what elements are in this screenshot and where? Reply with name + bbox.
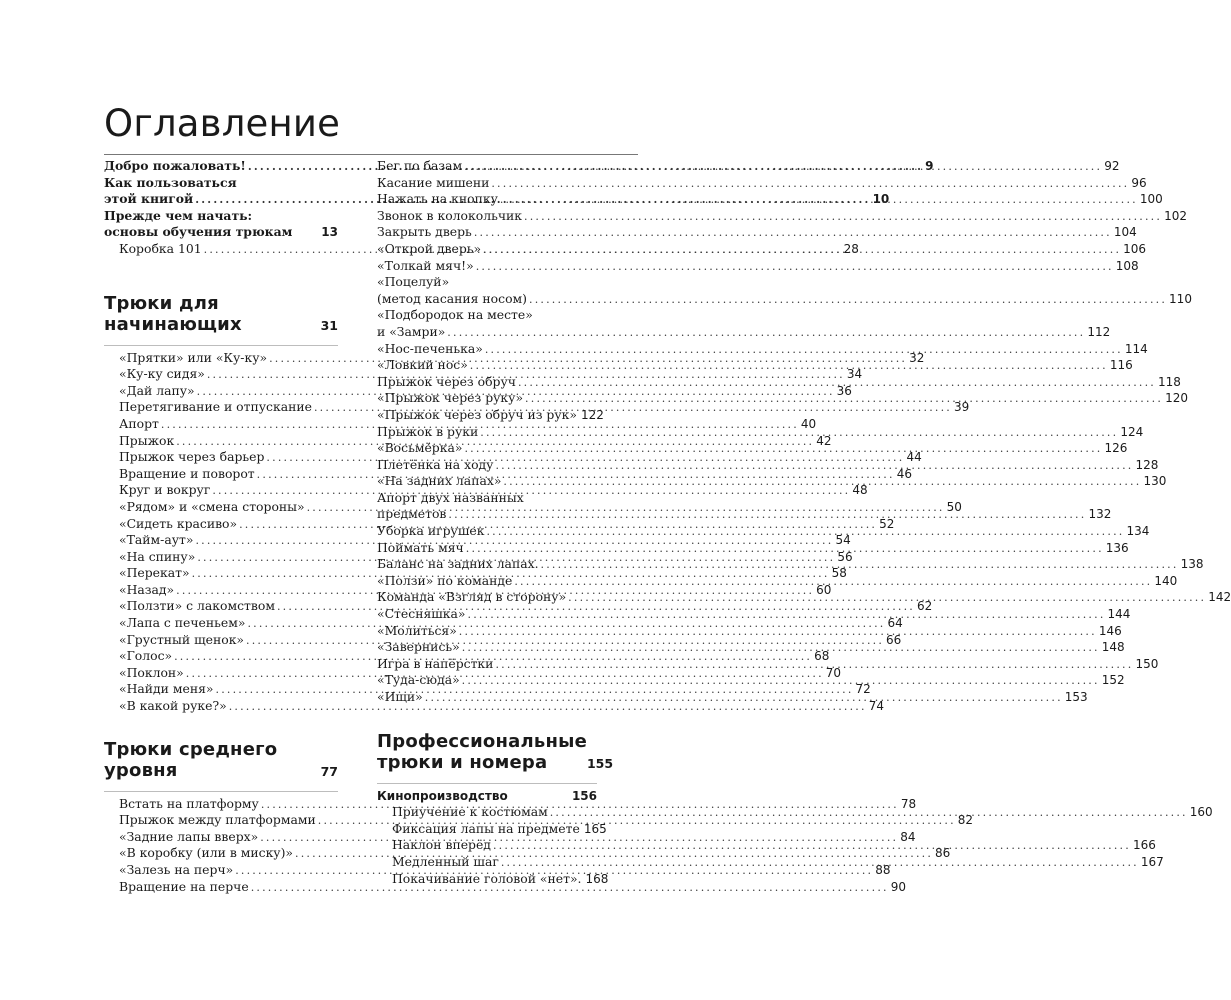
toc-entry-page: 64 [887, 616, 903, 631]
toc-entry-page: 168 [585, 871, 609, 886]
toc-entry-page: 58 [831, 566, 847, 581]
subsection-film-page: 156 [571, 788, 597, 803]
toc-entry-title: Наклон вперёд [392, 837, 491, 853]
toc-entry-title: Покачивание головой «нет». [392, 870, 582, 886]
toc-entry-title: Уборка игрушек [377, 523, 485, 539]
toc-entry-title: Прыжок в руки [377, 423, 479, 439]
toc-entry-page: 150 [1135, 656, 1159, 671]
toc-entry-title: «Ползти» с лакомством [119, 598, 275, 614]
toc-entry-page: 72 [855, 682, 871, 697]
toc-entry-title: «Перекат» [119, 565, 190, 581]
toc-dot-leader [466, 541, 1104, 558]
toc-entry-page: 138 [1180, 557, 1204, 572]
toc-entry-page: 88 [875, 863, 891, 877]
toc-dot-leader [491, 176, 1129, 193]
toc-entry-title: «Подбородок на месте» [377, 307, 533, 323]
toc-entry[interactable] [377, 323, 1111, 341]
toc-dot-leader [550, 805, 1188, 822]
toc-entry[interactable] [377, 257, 1139, 275]
toc-dot-leader [425, 690, 1063, 707]
toc-dot-leader [480, 425, 1118, 442]
toc-entry-page: 118 [1158, 374, 1181, 389]
toc-entry-title: Коробка 101 [119, 240, 202, 256]
toc-entry-page: 142 [1208, 590, 1231, 605]
section-beginner-divider [104, 345, 338, 346]
toc-entry-title: Поймать мяч [377, 539, 464, 555]
section-pro-title-line1: Профессиональные [377, 730, 587, 752]
toc-entry-page: 126 [1104, 441, 1128, 456]
toc-entry-title: «Дай лапу» [119, 382, 195, 398]
section-beginner-title-line2: начинающих [104, 313, 242, 335]
toc-entry-page: 39 [954, 400, 970, 415]
toc-entry-title: «Сидеть красиво» [119, 515, 238, 531]
toc-entry-title: «Голос» [119, 648, 173, 664]
toc-entry[interactable] [377, 174, 1147, 192]
toc-entry-title: «Ползи» по команде [377, 572, 513, 588]
toc-entry-page: 70 [825, 665, 842, 680]
toc-entry[interactable] [104, 224, 338, 241]
section-intermediate-divider [104, 791, 338, 792]
toc-dot-leader [464, 159, 1102, 176]
toc-entry-title: «Стесняшка» [377, 606, 466, 622]
toc-entry-page: 102 [1164, 208, 1187, 223]
toc-dot-leader [541, 557, 1179, 574]
toc-entry-title: Прыжок между платформами [119, 812, 316, 828]
toc-entry-page: 153 [1064, 690, 1088, 704]
toc-dot-leader [486, 524, 1124, 541]
toc-entry-title: «Поклон» [119, 664, 184, 680]
toc-entry[interactable] [377, 191, 1163, 208]
toc-dot-leader [518, 375, 1156, 392]
toc-entry-page: 40 [800, 416, 817, 431]
toc-dot-leader [468, 607, 1106, 624]
toc-entry-page: 42 [816, 433, 832, 448]
toc-dot-leader [568, 590, 1206, 607]
toc-entry-page: 96 [1131, 175, 1147, 190]
toc-entry-title: Встать на платформу [119, 795, 259, 811]
toc-entry-title: (метод касания носом) [377, 290, 528, 306]
toc-entry-title: Команда «Взгляд в сторону» [377, 589, 567, 605]
toc-entry-title: «Задние лапы вверх» [119, 828, 259, 844]
toc-entry-page: 165 [583, 821, 607, 836]
page-title: Оглавление [104, 102, 341, 145]
toc-entry[interactable] [377, 307, 597, 324]
toc-entry-title: Касание мишени [377, 174, 490, 190]
toc-entry-title: «Прыжок через обруч из рук» [377, 406, 577, 422]
toc-entry-title: Прыжок [119, 432, 175, 448]
toc-entry-page: 128 [1135, 457, 1159, 472]
toc-entry-page: 114 [1124, 341, 1148, 356]
toc-entry-page: 167 [1140, 854, 1164, 869]
toc-entry-title: «Найди меня» [119, 681, 214, 697]
toc-entry[interactable] [377, 490, 597, 507]
toc-entry-page: 90 [890, 879, 907, 894]
toc-dot-leader [485, 342, 1123, 359]
toc-entry-title: «В какой руке?» [119, 698, 227, 714]
toc-entry-page: 144 [1107, 607, 1131, 622]
section-intermediate-page: 77 [320, 763, 338, 779]
toc-dot-leader [462, 640, 1100, 657]
toc-entry-title: Апорт двух названных [377, 489, 524, 505]
toc-entry-title: предметов [377, 506, 447, 522]
section-pro-heading[interactable] [377, 730, 614, 773]
toc-entry-page: 13 [321, 225, 338, 240]
toc-entry-page: 44 [906, 450, 922, 465]
title-divider [104, 154, 638, 155]
toc-entry-title: Медленный шаг [392, 853, 499, 869]
toc-dot-leader [495, 657, 1133, 674]
toc-entry-page: 68 [814, 649, 830, 664]
toc-dot-leader [464, 441, 1102, 458]
toc-entry-title: «Тайм-аут» [119, 532, 194, 548]
toc-dot-leader [495, 458, 1133, 475]
toc-entry-page: 52 [879, 516, 895, 531]
section-intermediate-title-line2: уровня [104, 759, 178, 781]
toc-entry-page: 148 [1101, 640, 1125, 655]
toc-entry-title: Бег по базам [377, 158, 463, 173]
toc-entry-title: «Завернись» [377, 639, 460, 655]
toc-entry-page: 10 [872, 192, 890, 207]
toc-entry-page: 32 [909, 350, 925, 365]
toc-entry[interactable] [377, 274, 597, 291]
toc-dot-leader [474, 225, 1112, 242]
toc-entry[interactable] [104, 208, 338, 225]
toc-entry-page: 104 [1113, 225, 1137, 240]
toc-entry-page: 140 [1154, 573, 1178, 588]
toc-dot-leader [476, 259, 1114, 276]
section-beginner-title-line1: Трюки для [104, 292, 219, 314]
toc-entry-page: 110 [1169, 291, 1192, 306]
toc-entry-page: 48 [852, 483, 868, 498]
toc-entry-page: 134 [1126, 524, 1150, 539]
toc-entry-page: 82 [957, 813, 974, 828]
section-beginner-page: 31 [320, 317, 338, 333]
toc-dot-leader [459, 624, 1097, 641]
toc-entry-title: «Восьмёрка» [377, 440, 463, 456]
toc-entry-page: 84 [900, 829, 916, 844]
toc-entry-page: 152 [1101, 673, 1125, 688]
section-pro-page: 155 [586, 755, 614, 771]
toc-entry-page: 9 [925, 159, 934, 173]
toc-entry-title: Баланс на задних лапах. [377, 556, 539, 572]
toc-entry[interactable] [104, 175, 338, 192]
toc-entry-page: 108 [1115, 258, 1139, 273]
toc-entry-title: Прежде чем начать: [104, 207, 253, 223]
toc-entry-title: «Рядом» и «смена стороны» [119, 498, 305, 514]
toc-entry-page: 50 [946, 499, 962, 514]
toc-entry-title: «Прыжок через руку» [377, 390, 524, 406]
toc-entry-title: «Ловкий нос» [377, 357, 468, 373]
toc-entry[interactable] [377, 406, 604, 424]
toc-entry-page: 106 [1123, 241, 1147, 256]
toc-entry-title: «Толкай мяч!» [377, 257, 474, 273]
toc-dot-leader [525, 391, 1163, 408]
toc-entry-title: «Нос-печенька» [377, 340, 483, 356]
section-pro-title-line2: трюки и номера [377, 751, 548, 773]
toc-entry-page: 54 [835, 533, 851, 548]
toc-dot-leader [501, 855, 1139, 872]
toc-entry-title: «Грустный щенок» [119, 631, 245, 647]
toc-entry-title: Звонок в колокольчик [377, 207, 523, 223]
toc-entry-page: 36 [836, 383, 852, 398]
toc-entry-page: 124 [1120, 424, 1144, 439]
toc-entry-title: «Открой дверь» [377, 240, 482, 256]
toc-entry-title: «Лапа с печеньем» [119, 615, 246, 631]
subsection-film-heading[interactable] [377, 788, 597, 805]
toc-entry-title: «Ку-ку сидя» [119, 366, 205, 382]
toc-entry-page: 130 [1143, 474, 1167, 489]
subsection-film-title: Кинопроизводство [377, 788, 508, 803]
toc-entry-title: Плетёнка на ходу [377, 456, 494, 472]
toc-entry[interactable] [377, 158, 1120, 175]
toc-entry-title: этой книгой [104, 191, 194, 207]
toc-entry-page: 112 [1087, 324, 1111, 339]
toc-entry-title: «Назад» [119, 581, 175, 597]
section-intermediate-heading[interactable] [104, 739, 338, 781]
toc-entry-title: Игра в напёрстки [377, 655, 494, 671]
toc-dot-leader [493, 838, 1131, 855]
toc-entry-page: 122 [580, 407, 604, 422]
toc-dot-leader [483, 242, 1121, 259]
toc-entry-page: 92 [1104, 159, 1120, 173]
toc-entry[interactable] [377, 224, 1137, 241]
toc-dot-leader [503, 474, 1141, 491]
toc-entry-page: 78 [900, 796, 917, 811]
toc-dot-leader [524, 209, 1162, 226]
toc-entry-title: «Поцелуй» [377, 274, 450, 290]
toc-entry-title: Как пользоваться [104, 174, 237, 190]
toc-entry-title: «В коробку (или в миску)» [119, 845, 294, 861]
toc-dot-leader [529, 292, 1167, 309]
toc-dot-leader [514, 574, 1152, 591]
toc-entry-page: 56 [837, 549, 853, 564]
toc-entry-page: 60 [816, 582, 832, 597]
toc-entry-page: 136 [1105, 540, 1129, 555]
toc-entry-page: 132 [1088, 507, 1112, 522]
toc-entry[interactable] [377, 207, 1187, 225]
toc-entry-title: Приучение к костюмам [392, 804, 548, 820]
toc-dot-leader [448, 507, 1086, 524]
toc-dot-leader [462, 673, 1100, 690]
toc-entry-page: 86 [935, 846, 951, 861]
toc-entry-title: «Туда-сюда» [377, 672, 460, 688]
toc-entry-title: «На задних лапах» [377, 473, 502, 489]
toc-entry-title: Вращение и поворот [119, 465, 255, 481]
toc-entry-title: «Залезь на перч» [119, 862, 234, 877]
toc-entry-title: и «Замри» [377, 323, 446, 339]
toc-entry-title: Закрыть дверь [377, 224, 472, 240]
toc-entry[interactable] [377, 870, 609, 888]
toc-dot-leader [470, 358, 1108, 375]
toc-entry[interactable] [377, 290, 1192, 308]
toc-entry-page: 120 [1165, 391, 1188, 406]
toc-entry-page: 146 [1098, 623, 1122, 638]
toc-entry-page: 46 [896, 466, 912, 481]
toc-entry-title: Добро пожаловать! [104, 158, 246, 173]
toc-entry[interactable] [104, 698, 884, 715]
toc-entry-title: «Ищи» [377, 689, 423, 704]
toc-entry-title: Нажать на кнопку [377, 191, 498, 207]
section-beginner-heading[interactable] [104, 293, 338, 335]
toc-entry-title: Апорт [119, 415, 159, 431]
toc-dot-leader [500, 192, 1138, 209]
toc-entry-title: Перетягивание и отпускание [119, 399, 312, 415]
toc-entry-title: Прыжок через барьер [119, 449, 265, 465]
toc-entry-page: 62 [917, 599, 933, 614]
toc-entry-page: 116 [1109, 358, 1133, 373]
toc-entry-title: «Прятки» или «Ку-ку» [119, 349, 268, 365]
toc-entry-title: Фиксация лапы на предмете [392, 820, 580, 836]
toc-entry-title: Круг и вокруг [119, 482, 211, 498]
toc-entry-title: Вращение на перче [119, 878, 249, 894]
toc-entry-page: 34 [846, 367, 863, 382]
toc-entry-title: основы обучения трюкам [104, 224, 293, 240]
toc-entry-title: «Молиться» [377, 622, 457, 638]
toc-entry[interactable] [377, 820, 607, 838]
toc-entry-page: 74 [868, 699, 884, 714]
toc-entry-page: 66 [886, 632, 902, 647]
toc-entry-title: Прыжок через обруч [377, 373, 516, 389]
section-intermediate-title-line1: Трюки среднего [104, 738, 278, 760]
toc-dot-leader [447, 325, 1085, 342]
toc-entry-page: 166 [1132, 838, 1156, 853]
section-pro-divider [377, 783, 597, 784]
toc-entry-page: 28 [843, 241, 859, 256]
toc-entry-page: 160 [1189, 805, 1213, 820]
toc-entry-page: 100 [1139, 192, 1163, 207]
toc-entry-title: «На спину» [119, 548, 196, 564]
